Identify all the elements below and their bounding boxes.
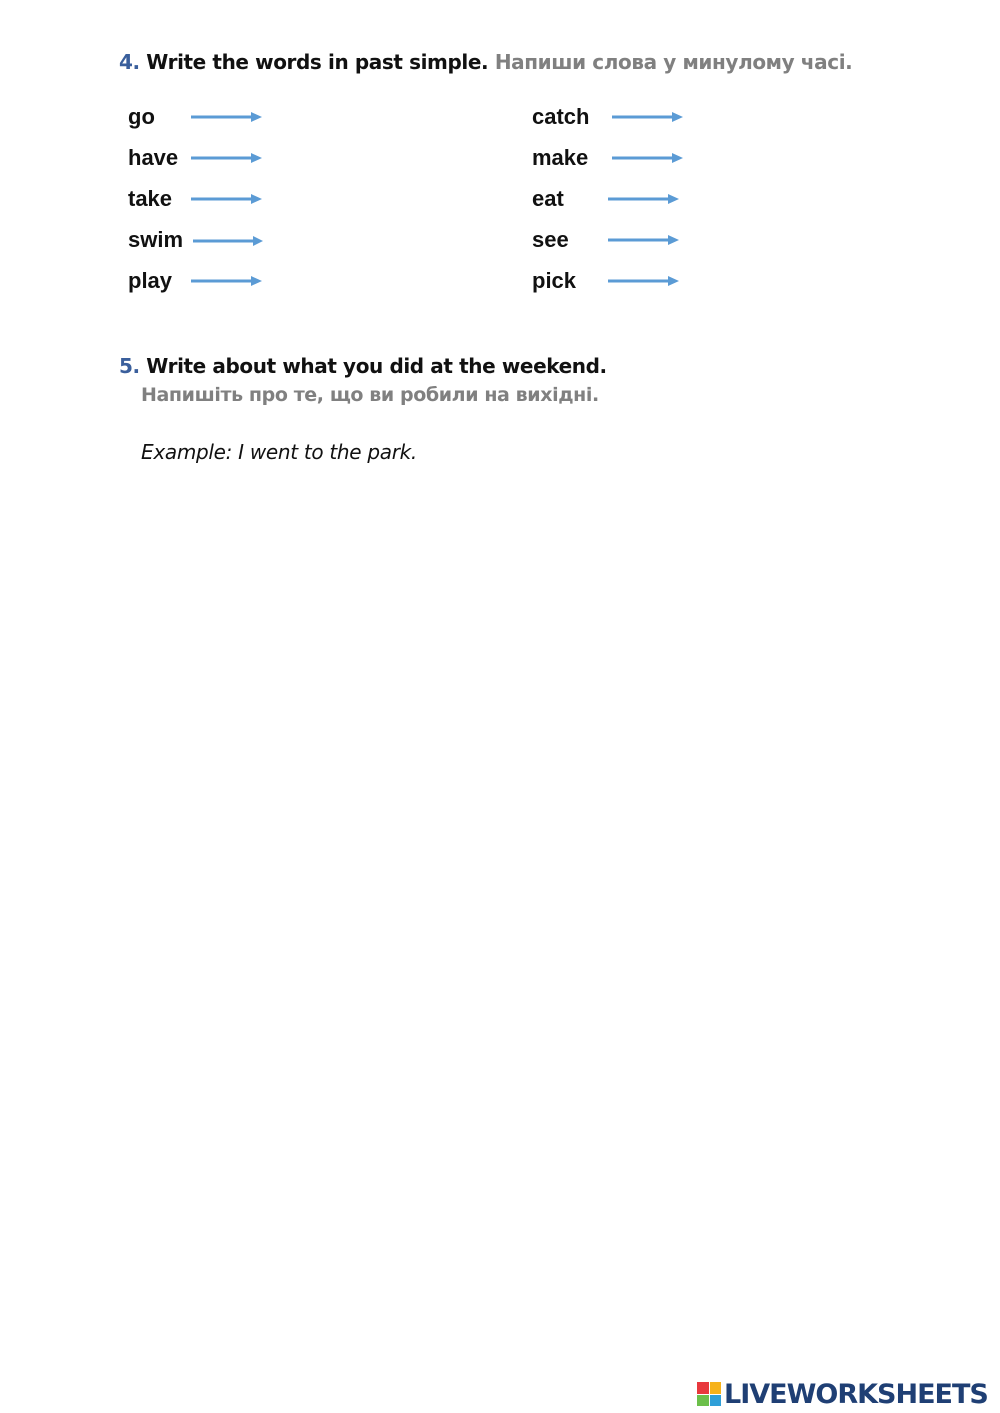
liveworksheets-logo — [697, 1378, 988, 1410]
task5-example: Example: I went to the park. — [141, 440, 417, 464]
task4-number: 4. — [119, 50, 140, 74]
arrow-icon — [608, 191, 680, 207]
verb-word: pick — [532, 268, 577, 293]
arrow-icon — [191, 191, 263, 207]
task5-title-uk: Напишіть про те, що ви робили на вихідні. — [141, 384, 599, 406]
arrow-icon — [612, 109, 684, 125]
arrow-icon — [191, 109, 263, 125]
task5-title: Write about what you did at the weekend. — [146, 354, 607, 378]
arrow-icon — [191, 273, 263, 289]
liveworksheets-logo-icon — [697, 1382, 721, 1406]
task4-heading — [119, 50, 852, 74]
arrow-icon — [612, 150, 684, 166]
arrow-icon — [608, 273, 680, 289]
task5-number: 5. — [119, 354, 140, 378]
verb-word: go — [128, 104, 155, 129]
verb-word: take — [128, 186, 173, 211]
liveworksheets-logo-text: LIVEWORKSHEETS — [724, 1378, 988, 1410]
verb-word: see — [532, 227, 569, 252]
arrow-icon — [608, 232, 680, 248]
verb-word: swim — [128, 227, 184, 252]
verb-word: catch — [532, 104, 590, 129]
verb-word: have — [128, 145, 179, 170]
arrow-icon — [191, 232, 263, 248]
task4-title-uk: Напиши слова у минулому часі. — [494, 50, 853, 74]
verb-word: play — [128, 268, 173, 293]
verb-word: make — [532, 145, 589, 170]
task5-heading — [119, 354, 607, 378]
arrow-icon — [191, 150, 263, 166]
verb-word: eat — [532, 186, 564, 211]
task4-title: Write the words in past simple. — [146, 50, 489, 74]
